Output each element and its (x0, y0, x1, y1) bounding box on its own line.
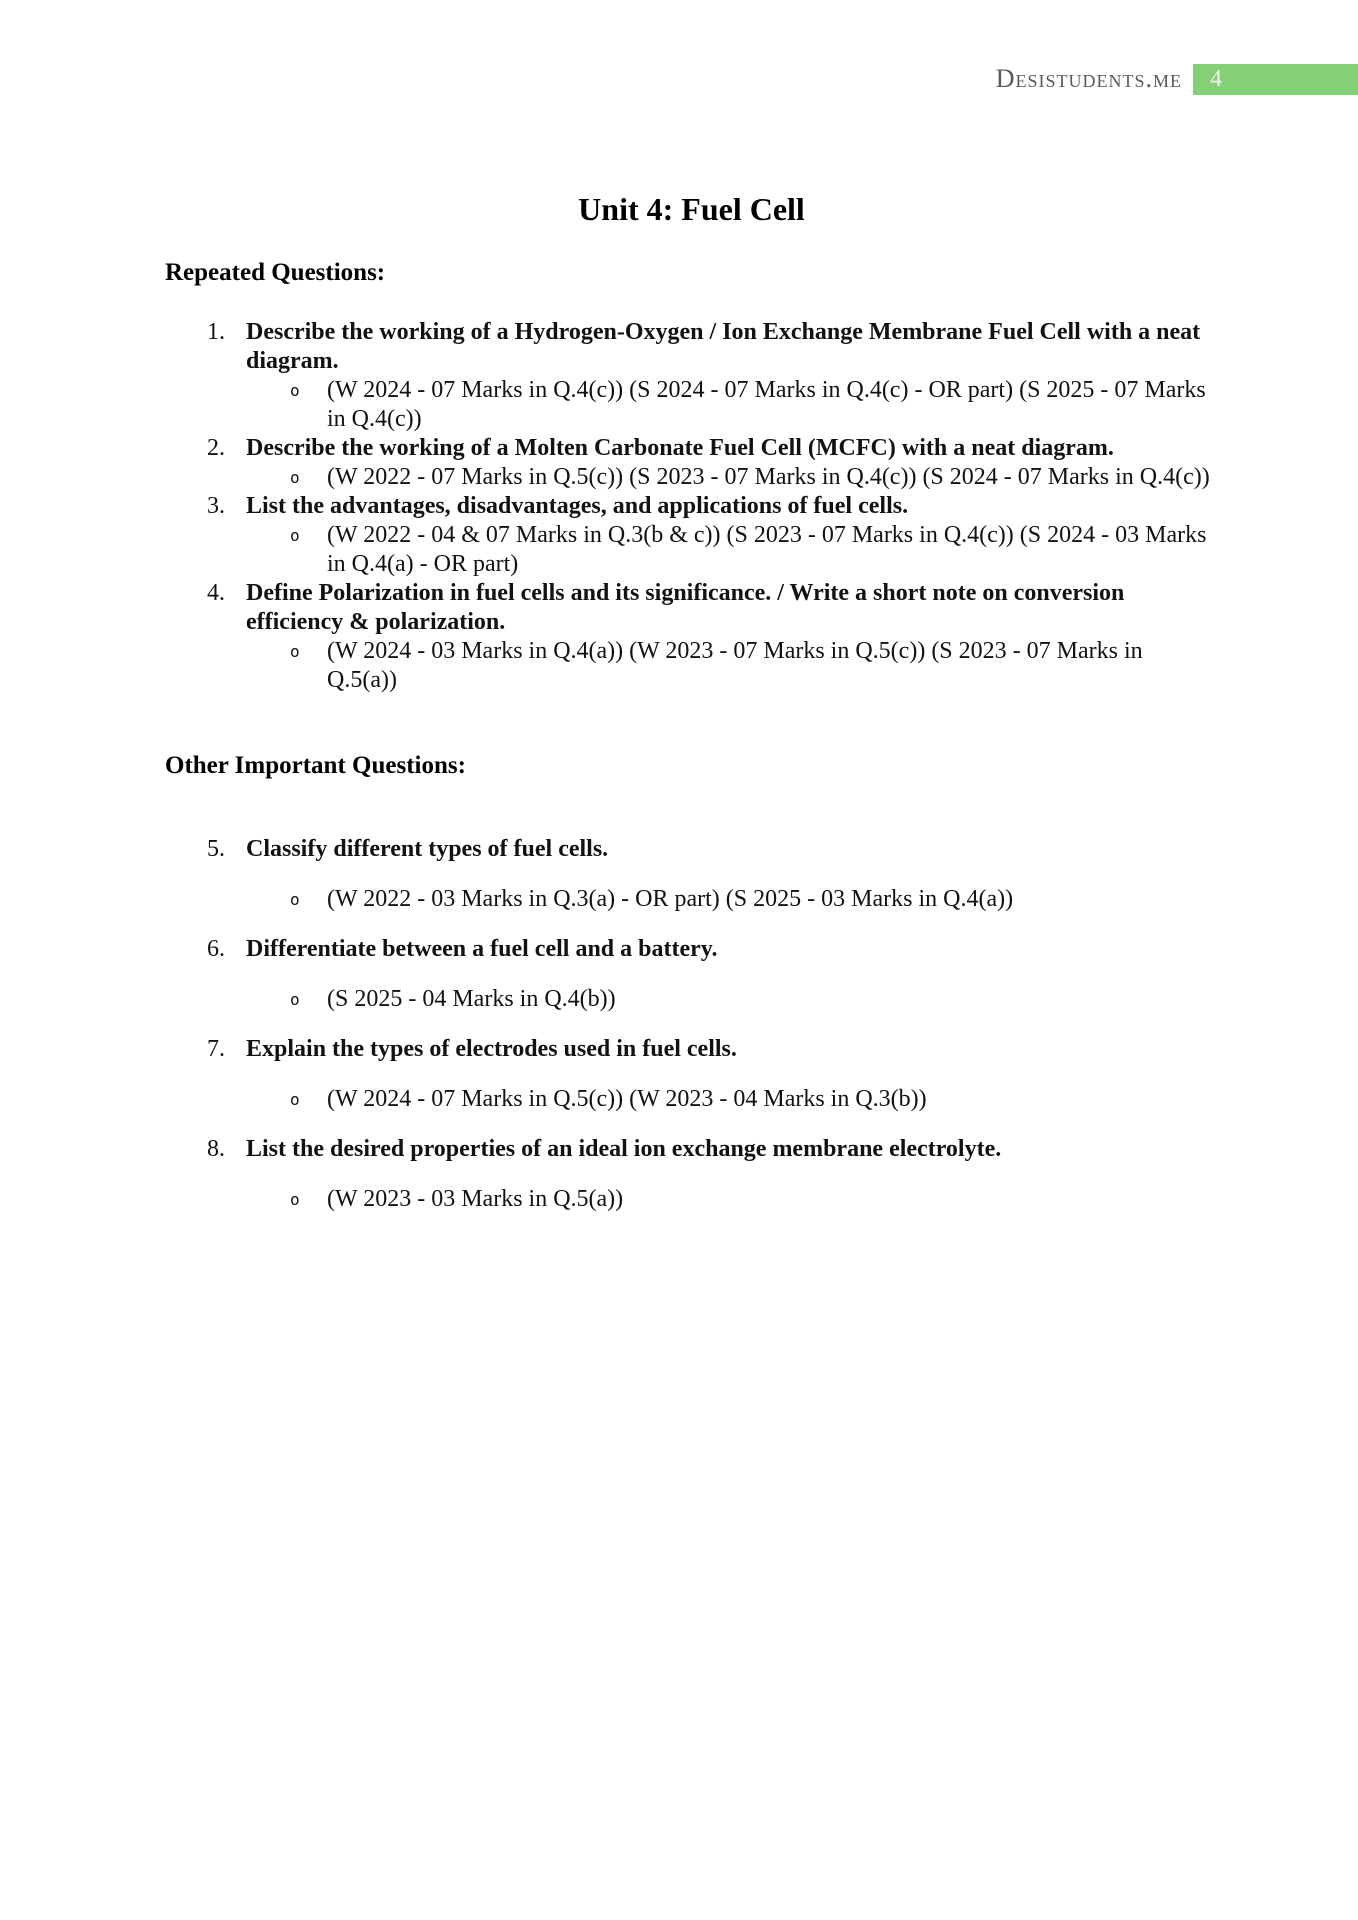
marks-text: (W 2024 - 07 Marks in Q.5(c)) (W 2023 - 04 Marks in Q.3(b)) (327, 1086, 927, 1112)
question-text: Differentiate between a fuel cell and a battery. (246, 936, 718, 962)
question-number: 2. (207, 435, 225, 461)
marks-text: (W 2022 - 04 & 07 Marks in Q.3(b & c)) (S 2023 - 07 Marks in Q.4(c)) (S 2024 - 03 Marks in Q.4(a) - OR part) (327, 522, 1207, 577)
question-item-6 (165, 935, 1218, 964)
marks-item-1 (165, 376, 1218, 434)
question-item-3 (165, 492, 1218, 521)
question-item-7 (165, 1035, 1218, 1064)
question-number: 1. (207, 319, 225, 345)
question-text: List the desired properties of an ideal ion exchange membrane electrolyte. (246, 1136, 1002, 1162)
question-text: List the advantages, disadvantages, and applications of fuel cells. (246, 493, 909, 519)
marks-item-6 (165, 985, 1218, 1014)
question-number: 8. (207, 1136, 225, 1162)
bullet-icon: o (290, 1190, 300, 1209)
question-item-4 (165, 579, 1218, 637)
marks-item-4 (165, 637, 1218, 695)
bullet-icon: o (290, 890, 300, 909)
page-header (996, 60, 1358, 98)
marks-text: (W 2022 - 03 Marks in Q.3(a) - OR part) (S 2025 - 03 Marks in Q.4(a)) (327, 886, 1014, 912)
marks-text: (S 2025 - 04 Marks in Q.4(b)) (327, 986, 616, 1012)
marks-text: (W 2023 - 03 Marks in Q.5(a)) (327, 1186, 624, 1212)
question-text: Describe the working of a Molten Carbonate Fuel Cell (MCFC) with a neat diagram. (246, 435, 1114, 461)
marks-item-8 (165, 1185, 1218, 1214)
bullet-icon: o (290, 526, 300, 545)
marks-text: (W 2022 - 07 Marks in Q.5(c)) (S 2023 - 07 Marks in Q.4(c)) (S 2024 - 07 Marks in Q.4(c)) (327, 464, 1210, 490)
question-text: Define Polarization in fuel cells and its significance. / Write a short note on conversion efficiency & polarization. (246, 580, 1125, 635)
bullet-icon: o (290, 381, 300, 400)
marks-text: (W 2024 - 03 Marks in Q.4(a)) (W 2023 - 07 Marks in Q.5(c)) (S 2023 - 07 Marks in Q.5(a)) (327, 638, 1143, 693)
page-number: 4 (1210, 65, 1222, 92)
marks-item-3 (165, 521, 1218, 579)
marks-text: (W 2024 - 07 Marks in Q.4(c)) (S 2024 - 07 Marks in Q.4(c) - OR part) (S 2025 - 07 Marks in Q.4(c)) (327, 377, 1206, 432)
question-number: 4. (207, 580, 225, 606)
bullet-icon: o (290, 1090, 300, 1109)
question-text: Classify different types of fuel cells. (246, 836, 609, 862)
question-item-5 (165, 835, 1218, 864)
question-text: Explain the types of electrodes used in fuel cells. (246, 1036, 737, 1062)
bullet-icon: o (290, 990, 300, 1009)
question-item-2 (165, 434, 1218, 463)
bullet-icon: o (290, 642, 300, 661)
site-name: Desistudents.me (995, 64, 1182, 93)
marks-item-5 (165, 885, 1218, 914)
question-number: 5. (207, 836, 225, 862)
question-text: Describe the working of a Hydrogen-Oxygen / Ion Exchange Membrane Fuel Cell with a neat diagram. (246, 319, 1201, 374)
marks-item-7 (165, 1085, 1218, 1114)
question-number: 7. (207, 1036, 225, 1062)
marks-item-2 (165, 463, 1218, 492)
question-item-8 (165, 1135, 1218, 1164)
page-title: Unit 4: Fuel Cell (578, 191, 805, 227)
bullet-icon: o (290, 468, 300, 487)
page-number-badge (1193, 64, 1358, 95)
question-number: 3. (207, 493, 225, 519)
section-heading-other-important-questions: Other Important Questions: (165, 752, 466, 779)
question-item-1 (165, 318, 1218, 376)
question-number: 6. (207, 936, 225, 962)
section-heading-repeated-questions: Repeated Questions: (165, 259, 386, 286)
